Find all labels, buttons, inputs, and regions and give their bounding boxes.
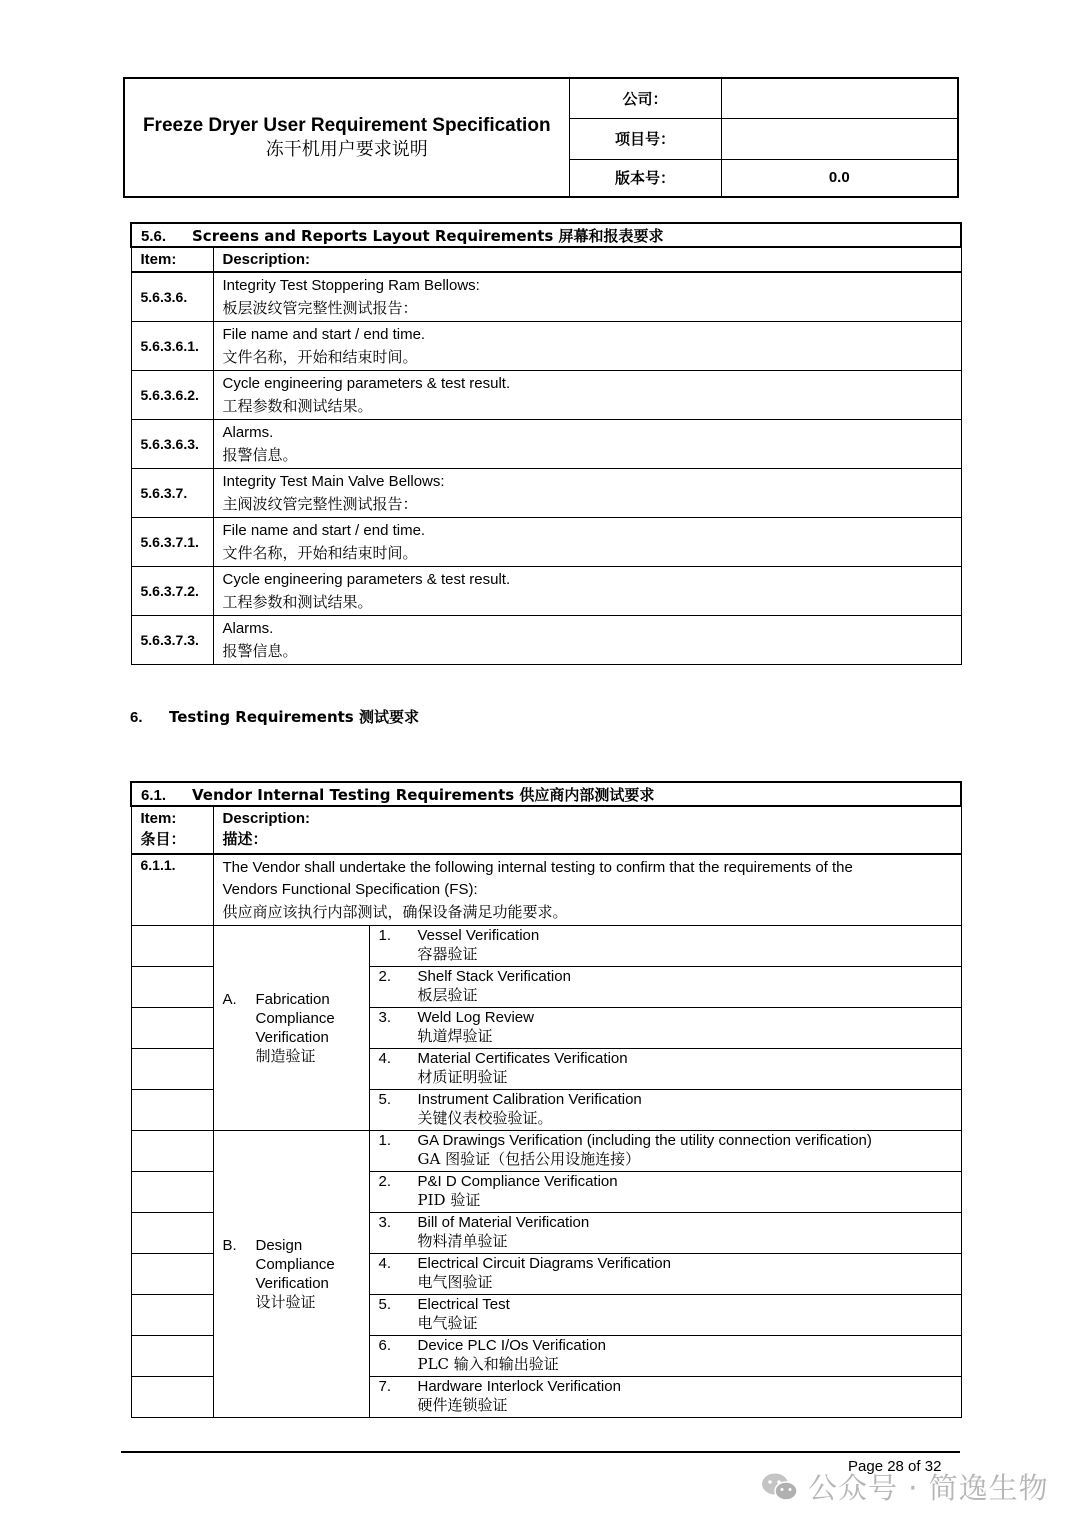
desc-en: Cycle engineering parameters & test result. xyxy=(222,375,511,392)
verification-zh: 物料清单验证 xyxy=(417,1232,508,1250)
verification-item xyxy=(369,1377,961,1418)
document-header xyxy=(123,77,959,198)
category-letter: A. xyxy=(222,991,237,1008)
desc-zh: 描述： xyxy=(222,830,268,848)
desc-zh: 工程参数和测试结果。 xyxy=(222,397,373,415)
desc-en: Cycle engineering parameters & test result. xyxy=(222,571,511,588)
section-title: Vendor Internal Testing Requirements 供应商内部测试要求 xyxy=(192,785,655,804)
verification-zh: 板层验证 xyxy=(417,986,478,1004)
section-title: Testing Requirements 测试要求 xyxy=(169,708,419,726)
item-description xyxy=(213,272,961,322)
verification-zh: 轨道焊验证 xyxy=(417,1027,493,1045)
item-number xyxy=(131,1254,213,1295)
desc-zh: 主阀波纹管完整性测试报告： xyxy=(222,495,418,513)
section-6-1-table xyxy=(130,781,962,1418)
table-row xyxy=(131,469,961,518)
column-header-item xyxy=(131,806,213,854)
verification-item xyxy=(369,1049,961,1090)
verification-en: Hardware Interlock Verification xyxy=(417,1378,621,1395)
item-number xyxy=(131,1213,213,1254)
desc-en: Vendors Functional Specification (FS): xyxy=(222,881,478,898)
item-description xyxy=(213,322,961,371)
version-label: 版本号： xyxy=(569,159,721,197)
verification-number: 1. xyxy=(378,927,392,944)
desc-en: Integrity Test Main Valve Bellows: xyxy=(222,473,445,490)
item-description xyxy=(213,518,961,567)
verification-item xyxy=(369,1295,961,1336)
table-row xyxy=(131,371,961,420)
verification-en: Electrical Test xyxy=(417,1296,510,1313)
company-label: 公司： xyxy=(569,78,721,118)
table-row xyxy=(131,518,961,567)
category-line: Verification xyxy=(255,1275,329,1292)
watermark-text: 公众号 · 简逸生物 xyxy=(808,1471,1049,1505)
verification-zh: 容器验证 xyxy=(417,945,478,963)
company-value xyxy=(721,78,958,118)
category-zh: 设计验证 xyxy=(255,1293,316,1311)
column-header-description: Description: xyxy=(213,247,961,272)
verification-item xyxy=(369,967,961,1008)
category-line: Fabrication xyxy=(255,991,330,1008)
column-header-description xyxy=(213,806,961,854)
table-row xyxy=(131,616,961,665)
verification-item xyxy=(369,1131,961,1172)
watermark xyxy=(760,1466,1049,1507)
verification-item xyxy=(369,1090,961,1131)
verification-en: GA Drawings Verification (including the utility connection verification) xyxy=(417,1132,872,1149)
category-line: Design xyxy=(255,1237,303,1254)
document-title xyxy=(124,78,569,197)
desc-zh: 文件名称，开始和结束时间。 xyxy=(222,544,418,562)
item-number xyxy=(131,1008,213,1049)
category-line: Compliance xyxy=(255,1256,335,1273)
table-row xyxy=(131,272,961,322)
verification-en: Material Certificates Verification xyxy=(417,1050,628,1067)
verification-category xyxy=(213,1131,369,1418)
verification-category xyxy=(213,926,369,1131)
item-number: 5.6.3.6. xyxy=(131,272,213,322)
verification-en: Electrical Circuit Diagrams Verification xyxy=(417,1255,671,1272)
category-line: Verification xyxy=(255,1029,329,1046)
table-row xyxy=(131,567,961,616)
verification-number: 4. xyxy=(378,1050,392,1067)
verification-item xyxy=(369,1336,961,1377)
item-description xyxy=(213,420,961,469)
verification-zh: 材质证明验证 xyxy=(417,1068,508,1086)
verification-number: 2. xyxy=(378,1173,392,1190)
verification-en: Shelf Stack Verification xyxy=(417,968,571,985)
section-number: 5.6. xyxy=(141,227,167,245)
verification-item xyxy=(369,1254,961,1295)
table-row xyxy=(131,420,961,469)
desc-en: Alarms. xyxy=(222,620,274,637)
page-number: Page 28 of 32 xyxy=(848,1458,942,1475)
item-number xyxy=(131,1172,213,1213)
item-zh: 条目： xyxy=(140,830,186,848)
section-number: 6.1. xyxy=(141,786,167,804)
verification-number: 4. xyxy=(378,1255,392,1272)
desc-en: File name and start / end time. xyxy=(222,326,426,343)
item-number xyxy=(131,1090,213,1131)
verification-en: P&I D Compliance Verification xyxy=(417,1173,618,1190)
verification-number: 3. xyxy=(378,1009,392,1026)
item-number: 5.6.3.7.2. xyxy=(131,567,213,616)
item-number: 5.6.3.6.1. xyxy=(131,322,213,371)
verification-en: Weld Log Review xyxy=(417,1009,534,1026)
item-description xyxy=(213,371,961,420)
item-number: 5.6.3.7.3. xyxy=(131,616,213,665)
desc-en: Integrity Test Stoppering Ram Bellows: xyxy=(222,277,480,294)
verification-en: Instrument Calibration Verification xyxy=(417,1091,642,1108)
item-number xyxy=(131,1049,213,1090)
title-en: Freeze Dryer User Requirement Specification xyxy=(142,114,551,136)
section-5-6-table xyxy=(130,222,962,665)
table-row xyxy=(131,1131,961,1172)
verification-number: 5. xyxy=(378,1091,392,1108)
verification-number: 1. xyxy=(378,1132,392,1149)
item-description xyxy=(213,854,961,926)
wechat-icon xyxy=(760,1472,800,1502)
desc-en: Alarms. xyxy=(222,424,274,441)
item-number xyxy=(131,967,213,1008)
project-label: 项目号： xyxy=(569,118,721,159)
verification-number: 6. xyxy=(378,1337,392,1354)
desc-en: Description: xyxy=(222,810,311,827)
verification-item xyxy=(369,1172,961,1213)
item-number xyxy=(131,926,213,967)
item-number xyxy=(131,1131,213,1172)
verification-number: 2. xyxy=(378,968,392,985)
item-number xyxy=(131,1295,213,1336)
item-number xyxy=(131,1336,213,1377)
verification-en: Device PLC I/Os Verification xyxy=(417,1337,606,1354)
desc-en: File name and start / end time. xyxy=(222,522,426,539)
desc-zh: 工程参数和测试结果。 xyxy=(222,593,373,611)
desc-zh: 报警信息。 xyxy=(222,642,298,660)
version-value: 0.0 xyxy=(721,159,958,197)
section-number: 6. xyxy=(130,709,143,726)
table-row xyxy=(131,926,961,967)
verification-number: 3. xyxy=(378,1214,392,1231)
category-zh: 制造验证 xyxy=(255,1047,316,1065)
desc-zh: 供应商应该执行内部测试，确保设备满足功能要求。 xyxy=(222,903,568,921)
item-number: 6.1.1. xyxy=(131,854,213,926)
verification-zh: PID 验证 xyxy=(417,1191,481,1209)
item-number xyxy=(131,1377,213,1418)
table-row xyxy=(131,322,961,371)
column-header-item: Item: xyxy=(131,247,213,272)
verification-number: 5. xyxy=(378,1296,392,1313)
verification-item xyxy=(369,926,961,967)
section-5-6-title xyxy=(131,223,961,247)
item-description xyxy=(213,567,961,616)
verification-zh: PLC 输入和输出验证 xyxy=(417,1355,559,1373)
desc-en: The Vendor shall undertake the following internal testing to confirm that the requirements of the xyxy=(222,859,853,876)
item-number: 5.6.3.7. xyxy=(131,469,213,518)
category-line: Compliance xyxy=(255,1010,335,1027)
item-number: 5.6.3.6.3. xyxy=(131,420,213,469)
verification-item xyxy=(369,1008,961,1049)
verification-zh: 硬件连锁验证 xyxy=(417,1396,508,1414)
table-row xyxy=(131,854,961,926)
desc-zh: 文件名称，开始和结束时间。 xyxy=(222,348,418,366)
item-number: 5.6.3.6.2. xyxy=(131,371,213,420)
verification-zh: 电气验证 xyxy=(417,1314,478,1332)
verification-en: Vessel Verification xyxy=(417,927,540,944)
item-description xyxy=(213,616,961,665)
project-value xyxy=(721,118,958,159)
section-title: Screens and Reports Layout Requirements 屏幕和报表要求 xyxy=(192,226,664,245)
verification-zh: 电气图验证 xyxy=(417,1273,493,1291)
item-number: 5.6.3.7.1. xyxy=(131,518,213,567)
category-letter: B. xyxy=(222,1237,237,1254)
verification-item xyxy=(369,1213,961,1254)
section-6-heading xyxy=(130,706,419,727)
section-6-1-title xyxy=(131,782,961,806)
desc-zh: 报警信息。 xyxy=(222,446,298,464)
verification-zh: 关键仪表校验验证。 xyxy=(417,1109,553,1127)
verification-en: Bill of Material Verification xyxy=(417,1214,590,1231)
footer-rule xyxy=(121,1451,960,1453)
title-zh: 冻干机用户要求说明 xyxy=(265,138,428,160)
verification-number: 7. xyxy=(378,1378,392,1395)
desc-zh: 板层波纹管完整性测试报告： xyxy=(222,299,418,317)
verification-zh: GA 图验证（包括公用设施连接） xyxy=(417,1150,641,1168)
item-en: Item: xyxy=(140,810,177,827)
item-description xyxy=(213,469,961,518)
